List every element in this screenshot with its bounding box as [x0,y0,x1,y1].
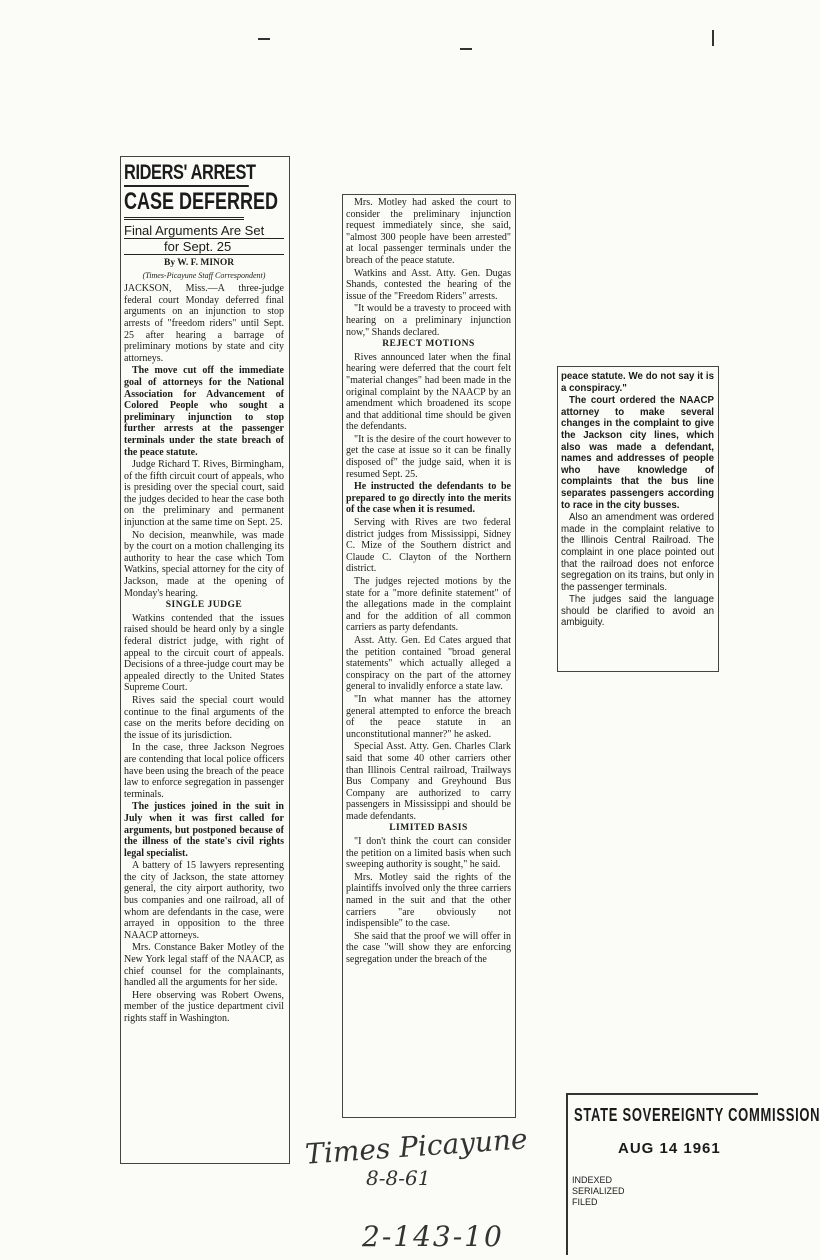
article-column-2 [346,197,511,967]
paragraph: "It is the desire of the court however to get the case at issue so it can be finally disposed of" the judge said, when it is resumed Sept. 25. [346,433,511,480]
handwritten-source: Times Picayune [304,1122,529,1171]
paragraph: Rives said the special court would continue to the final arguments of the case on the merits before deciding on the issue of its jurisdiction. [124,694,284,741]
paragraph: "I don't think the court can consider the petition on a limited basis when such sweeping authority is sought," he said. [346,836,511,871]
paragraph: The judges said the language should be clarified to avoid an ambiguity. [561,594,714,629]
paragraph: Rives announced later when the final hearing were deferred that the court felt "material changes" had been made in the original complaint by the NAACP by an amendment which broadened its scope and that additional time should be given the defendants. [346,351,511,433]
scan-mark-top-right [460,48,472,50]
paragraph: A battery of 15 lawyers representing the city of Jackson, the state attorney general, the city airport authority, two bus companies and one railroad, all of whom are defendants in the case, were arrayed in opposition to the three NAACP attorneys. [124,860,284,941]
byline: By W. F. MINOR [164,258,235,268]
headline-line-1: RIDERS' ARREST [124,160,249,187]
paragraph: JACKSON, Miss.—A three-judge federal court Monday deferred final arguments on an injunction to stop arrests of "freedom riders" until Sept. 25 after hearing a barrage of preliminary motions by state and city attorneys. [124,283,284,364]
paragraph: Mrs. Motley had asked the court to consider the preliminary injunction request immediately since, she said, "almost 300 people have been arrested" at local passenger terminals under the breach of the peace statute. [346,197,511,266]
paragraph: Here observing was Robert Owens, member of the justice department civil rights staff in Washington. [124,989,284,1024]
subhead-reject-motions: REJECT MOTIONS [382,339,475,350]
paragraph: The court ordered the NAACP attorney to make several changes in the complaint to give the Jackson city lines, which also was made a defendant, names and addresses of people who have knowledge of complaints that the bus line separates passengers according to race in the city busses. [561,395,714,511]
paragraph: The move cut off the immediate goal of attorneys for the National Association for Advancement of Colored People who sought a preliminary injunction to stop further arrests at the passenger terminals under the state breach of the peace statute. [124,365,284,458]
commission-stamp [566,1093,820,1255]
deck-line-1: Final Arguments Are Set [124,223,284,239]
paragraph: Watkins and Asst. Atty. Gen. Dugas Shands, contested the hearing of the issue of the "Freedom Riders" arrests. [346,267,511,302]
stamp-date: AUG 14 1961 [618,1140,721,1157]
paragraph: Mrs. Motley said the rights of the plaintiffs involved only the three carriers named in the suit and that the other carriers "are obviously not indispensible" to the case. [346,871,511,930]
paragraph-bold: The justices joined in the suit in July when it was first called for arguments, but postponed because of the illness of the state's civil rights legal specialist. [124,801,284,859]
subhead-limited-basis: LIMITED BASIS [389,823,468,834]
handwritten-file-number: 2-143-10 [362,1220,504,1253]
scan-mark-top-left [258,38,270,40]
paragraph: Mrs. Constance Baker Motley of the New York legal staff of the NAACP, as chief counsel for the complainants, handled all the arguments for her side. [124,942,284,989]
paragraph: "It would be a travesty to proceed with hearing on a preliminary injunction now," Shands declared. [346,303,511,338]
stamp-header: STATE SOVEREIGNTY COMMISSION [574,1105,820,1125]
article-column-1 [124,160,284,1026]
paragraph: The judges rejected motions by the state for a "more definite statement" of the allegations made in the complaint and for the addition of all common carriers as party defendants. [346,576,511,634]
paragraph: Watkins contended that the issues raised should be heard only by a single federal district judge, with right of appeal to the circuit court of appeals. Decisions of a three-judge court may be appealed directly to the United States Supreme Court. [124,612,284,694]
paragraph: In the case, three Jackson Negroes are contending that local police officers have been using the breach of the peace law to enforce segregation in passenger terminals. [124,742,284,800]
stamp-line-filed: FILED [572,1197,598,1207]
handwritten-date: 8-8-61 [366,1166,431,1190]
paragraph-bold: He instructed the defendants to be prepared to go directly into the merits of the case when it is resumed. [346,481,511,516]
paragraph: Asst. Atty. Gen. Ed Cates argued that the petition contained "broad general statements" which actually alleged a conspiracy on the part of the attorney general to invalidly enforce a state law. [346,634,511,693]
paragraph: She said that the proof we will offer in the case "will show they are enforcing segregation under the breach of the [346,930,511,965]
paragraph: "In what manner has the attorney general attempted to enforce the breach of the peace statute in an unconstitutional manner?" he asked. [346,693,511,740]
paragraph: No decision, meanwhile, was made by the court on a motion challenging its authority to hear the case which Tom Watkins, special attorney for the city of Jackson, made at the opening of Monday's hearing. [124,529,284,599]
scan-mark-right [712,30,714,46]
stamp-line-indexed: INDEXED [572,1175,613,1185]
deck-line-2: for Sept. 25 [124,239,284,255]
stamp-line-serialized: SERIALIZED [572,1186,625,1196]
paragraph: Also an amendment was ordered made in the complaint relative to the Illinois Central Railroad. The complaint in one place pointed out that the railroad does not enforce segregation on its trains, but only in the passenger terminals. [561,512,714,593]
headline-line-2: CASE DEFERRED [124,187,244,220]
paragraph: Serving with Rives are two federal district judges from Mississippi, Sidney C. Mize of the Southern district and Claude C. Clayton of the Northern district. [346,517,511,575]
subhead-single-judge: SINGLE JUDGE [165,600,243,611]
stamp-checklist [572,1175,758,1208]
paragraph-lead: peace statute. We do not say it is a conspiracy." [561,371,714,394]
paragraph: Special Asst. Atty. Gen. Charles Clark said that some 40 other carriers other than Illinois Central railroad, Trailways Bus Company and Greyhound Bus Company are authorized to carry passengers in Mississippi and should be made defendants. [346,741,511,822]
paragraph: Judge Richard T. Rives, Birmingham, of the fifth circuit court of appeals, who is presiding over the special court, said the judges decided to hear the case both on the preliminary and permanent injunction at the same time on Sept. 25. [124,459,284,529]
byline-credit: (Times-Picayune Staff Correspondent) [142,270,266,280]
article-column-3 [561,371,714,630]
